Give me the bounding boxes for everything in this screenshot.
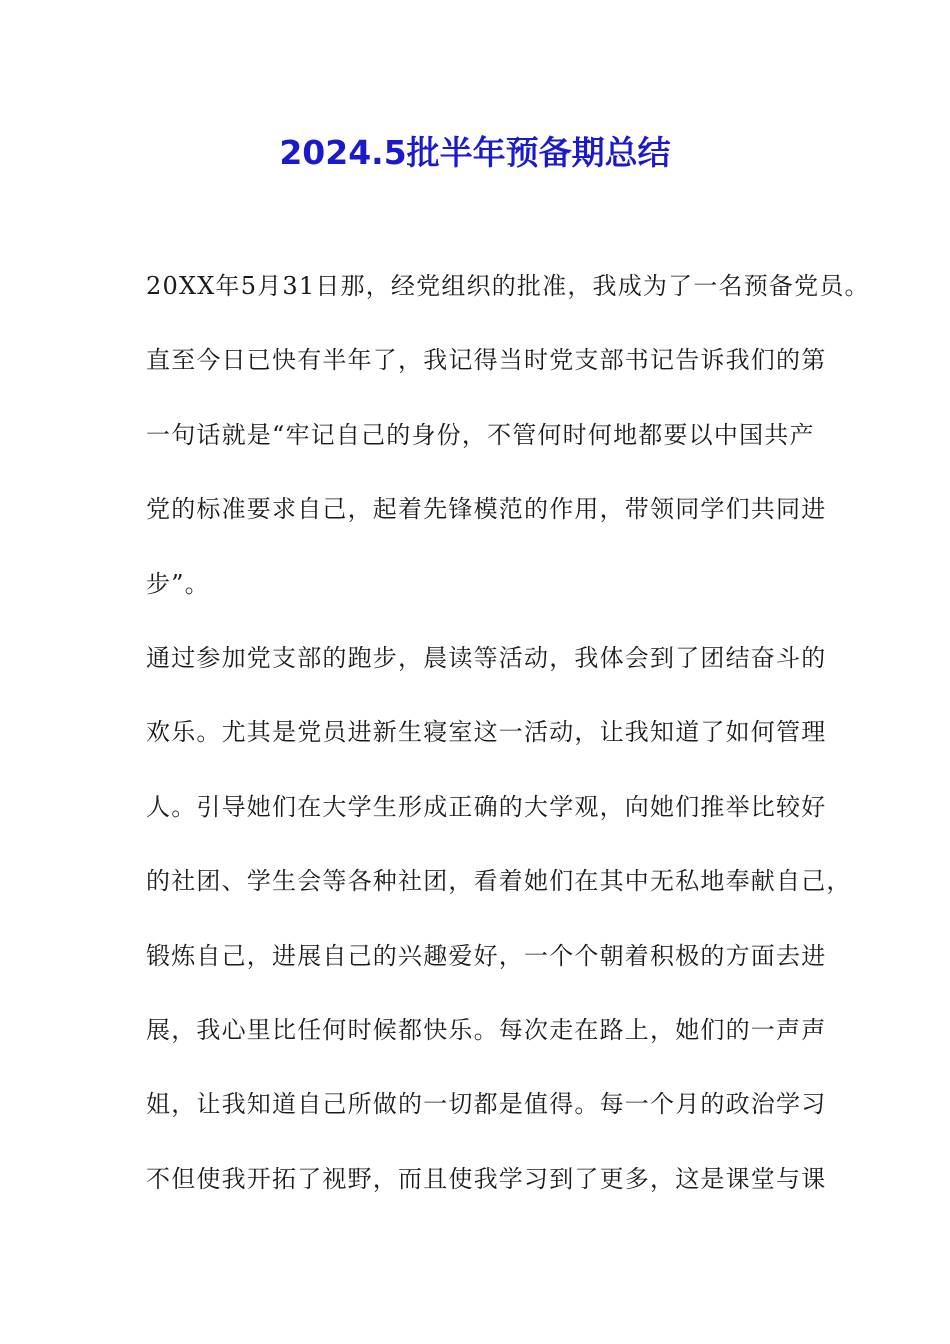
document-title: 2024.5批半年预备期总结 xyxy=(279,133,671,172)
text-line-13: 不但使我开拓了视野，而且使我学习到了更多，这是课堂与课 xyxy=(146,1164,827,1193)
text-line-2: 直至今日已快有半年了，我记得当时党支部书记告诉我们的第 xyxy=(146,346,827,375)
text-line-7: 欢乐。尤其是党员进新生寝室这一活动，让我知道了如何管理 xyxy=(146,718,827,747)
text-line-11: 展，我心里比任何时候都快乐。每次走在路上，她们的一声声 xyxy=(146,1015,827,1044)
text-line-5: 步”。 xyxy=(146,569,210,598)
text-line-12: 姐，让我知道自己所做的一切都是值得。每一个月的政治学习 xyxy=(146,1090,827,1119)
text-line-4: 党的标准要求自己，起着先锋模范的作用，带领同学们共同进 xyxy=(146,495,827,524)
text-line-9: 的社团、学生会等各种社团，看着她们在其中无私地奉献自己， xyxy=(146,867,852,896)
text-line-8: 人。引导她们在大学生形成正确的大学观，向她们推举比较好 xyxy=(146,792,827,821)
text-line-10: 锻炼自己，进展自己的兴趣爱好，一个个朝着积极的方面去进 xyxy=(146,941,827,970)
text-line-6: 通过参加党支部的跑步，晨读等活动，我体会到了团结奋斗的 xyxy=(146,643,827,672)
text-line-3: 一句话就是“牢记自己的身份，不管何时何地都要以中国共产 xyxy=(146,420,815,449)
document-body xyxy=(146,262,870,1229)
text-line-1: 20XX年5月31日那，经党组织的批准，我成为了一名预备党员。 xyxy=(146,272,870,300)
